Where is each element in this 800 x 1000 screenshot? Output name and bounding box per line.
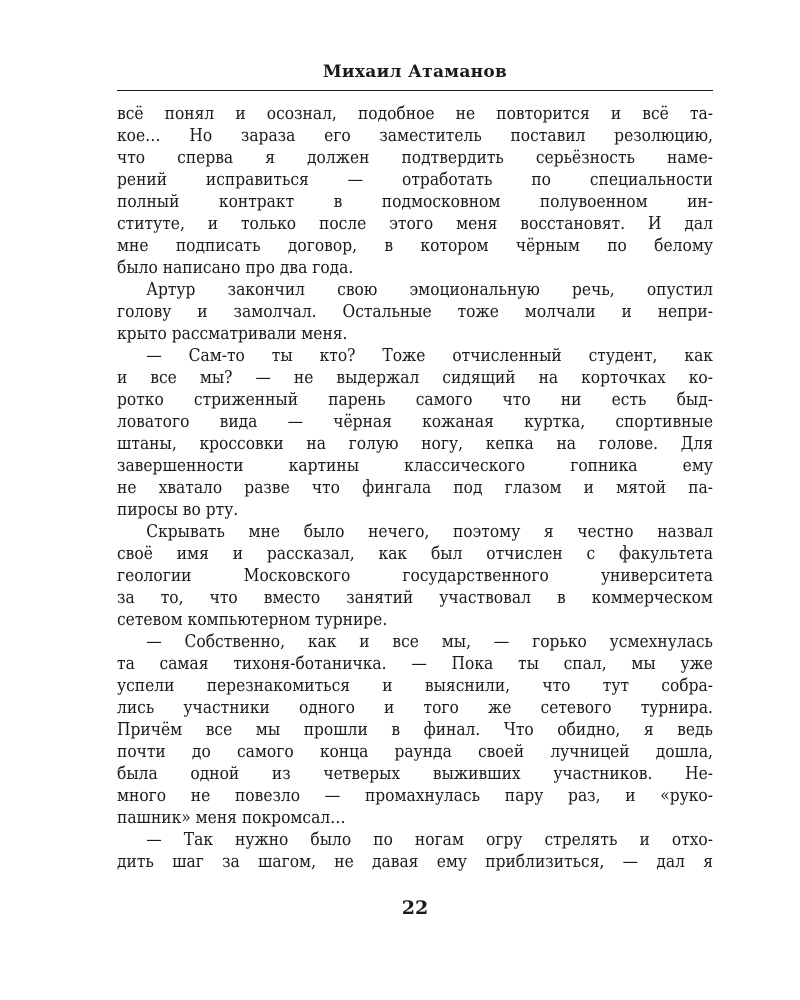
text-line: — Собственно, как и все мы, — горько усмехнулась bbox=[146, 631, 713, 652]
text-line: ституте, и только после этого меня восстановят. И дал bbox=[117, 213, 713, 234]
body-text bbox=[117, 103, 713, 873]
text-line: та самая тихоня-ботаничка. — Пока ты спал, мы уже bbox=[117, 653, 713, 674]
text-line: кое… Но зараза его заместитель поставил резолюцию, bbox=[117, 125, 713, 146]
text-line: полный контракт в подмосковном полувоенном ин- bbox=[117, 191, 713, 212]
text-line: крыто рассматривали меня. bbox=[117, 323, 348, 344]
text-line: сетевом компьютерном турнире. bbox=[117, 609, 388, 630]
text-line: было написано про два года. bbox=[117, 257, 354, 278]
text-line: — Сам-то ты кто? Тоже отчисленный студент, как bbox=[146, 345, 713, 366]
text-line: не хватало разве что фингала под глазом и мятой па- bbox=[117, 477, 713, 498]
text-line: лись участники одного и того же сетевого турнира. bbox=[117, 697, 713, 718]
text-line: мне подписать договор, в котором чёрным по белому bbox=[117, 235, 713, 256]
text-line: геологии Московского государственного университета bbox=[117, 565, 713, 586]
text-line: Артур закончил свою эмоциональную речь, опустил bbox=[146, 279, 713, 300]
text-line: была одной из четверых выживших участников. Не- bbox=[117, 763, 713, 784]
text-line: много не повезло — промахнулась пару раз, и «руко- bbox=[117, 785, 713, 806]
text-line: дить шаг за шагом, не давая ему приблизиться, — дал я bbox=[117, 851, 713, 872]
text-line: ловатого вида — чёрная кожаная куртка, спортивные bbox=[117, 411, 713, 432]
text-line: что сперва я должен подтвердить серьёзность наме- bbox=[117, 147, 713, 168]
text-line: за то, что вместо занятий участвовал в коммерческом bbox=[117, 587, 713, 608]
text-line: всё понял и осознал, подобное не повторится и всё та- bbox=[117, 103, 713, 124]
page-number: 22 bbox=[401, 897, 429, 919]
text-line: успели перезнакомиться и выяснили, что тут собра- bbox=[117, 675, 713, 696]
text-line: Причём все мы прошли в финал. Что обидно, я ведь bbox=[117, 719, 713, 740]
text-line: почти до самого конца раунда своей лучницей дошла, bbox=[117, 741, 713, 762]
header-rule bbox=[117, 90, 713, 91]
running-header: Михаил Атаманов bbox=[322, 62, 508, 82]
text-line: рений исправиться — отработать по специальности bbox=[117, 169, 713, 190]
text-line: Скрывать мне было нечего, поэтому я честно назвал bbox=[146, 521, 713, 542]
text-line: своё имя и рассказал, как был отчислен с факультета bbox=[117, 543, 713, 564]
text-line: пиросы во рту. bbox=[117, 499, 239, 520]
text-line: голову и замолчал. Остальные тоже молчали и непри- bbox=[117, 301, 713, 322]
text-line: штаны, кроссовки на голую ногу, кепка на голове. Для bbox=[117, 433, 713, 454]
text-line: и все мы? — не выдержал сидящий на корточках ко- bbox=[117, 367, 713, 388]
text-line: завершенности картины классического гопника ему bbox=[117, 455, 713, 476]
text-line: пашник» меня покромсал… bbox=[117, 807, 346, 828]
text-line: ротко стриженный парень самого что ни есть быд- bbox=[117, 389, 713, 410]
text-line: — Так нужно было по ногам огру стрелять и отхо- bbox=[146, 829, 713, 850]
